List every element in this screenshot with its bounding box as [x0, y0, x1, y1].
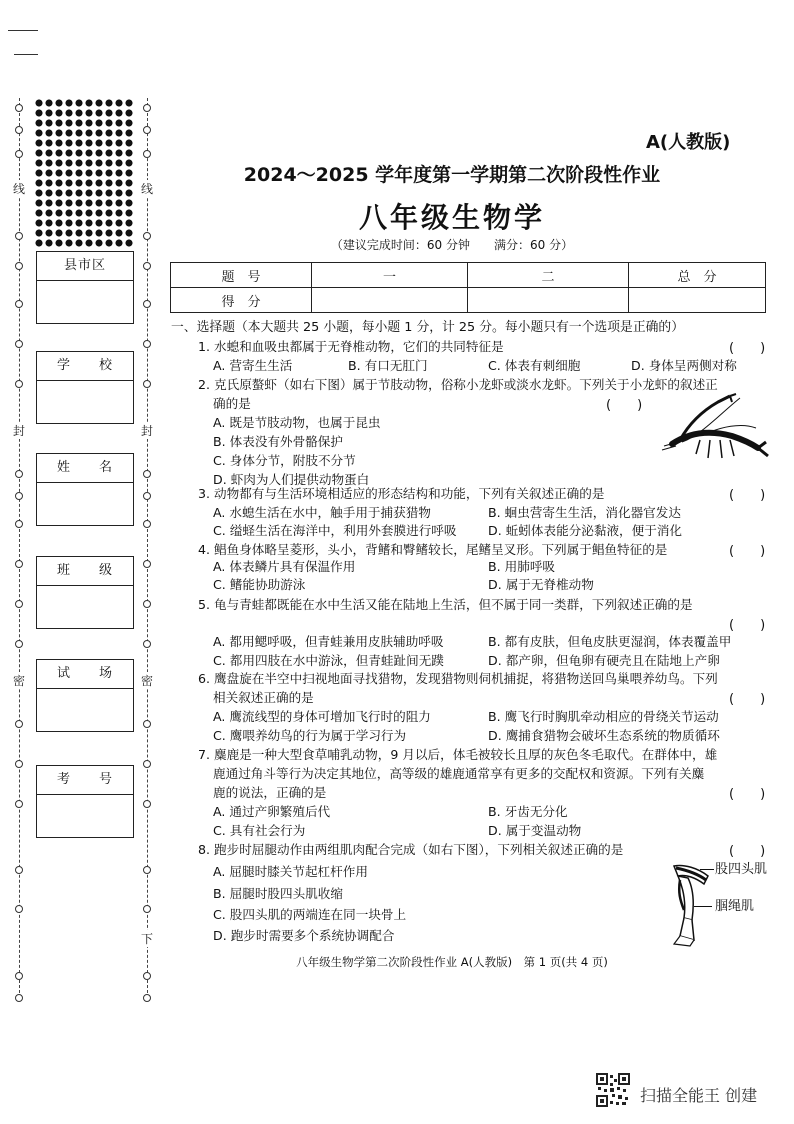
- answer-blank[interactable]: ( ): [729, 488, 766, 503]
- option[interactable]: C. 身体分节，附肢不分节: [213, 453, 356, 468]
- binding-dot: [143, 600, 151, 608]
- option[interactable]: C. 体表有刺细胞: [488, 358, 581, 373]
- binding-dot: [15, 470, 23, 478]
- question-stem: 8. 跑步时屈腿动作由两组肌肉配合完成（如右下图），下列相关叙述正确的是: [198, 842, 624, 857]
- field-school: [36, 351, 134, 424]
- score-cell-1[interactable]: [312, 288, 468, 313]
- page-footer: 八年级生物学第二次阶段性作业 A(人教版) 第 1 页(共 4 页): [296, 955, 608, 969]
- question-stem: 4. 鲳鱼身体略呈菱形，头小，背鳍和臀鳍较长，尾鳍呈叉形。下列属于鲳鱼特征的是: [198, 542, 668, 557]
- binding-dot: [15, 905, 23, 913]
- corner-mark: [8, 30, 38, 31]
- option[interactable]: B. 牙齿无分化: [488, 804, 568, 819]
- scanner-watermark: 扫描全能王 创建: [640, 1086, 758, 1105]
- score-row-label: 得 分: [171, 288, 312, 313]
- score-header-cell: 二: [468, 263, 629, 288]
- option[interactable]: A. 都用鳃呼吸，但青蛙兼用皮肤辅助呼吸: [213, 634, 444, 649]
- field-label: 试 场: [37, 660, 133, 689]
- option[interactable]: A. 体表鳞片具有保温作用: [213, 559, 356, 574]
- answer-blank[interactable]: ( ): [606, 398, 643, 413]
- option[interactable]: D. 鹰捕食猎物会破坏生态系统的物质循环: [488, 728, 720, 743]
- seal-mark-seal: 封: [141, 424, 154, 438]
- binding-dot: [15, 560, 23, 568]
- option[interactable]: A. 既是节肢动物，也属于昆虫: [213, 415, 381, 430]
- exam-room-input-area[interactable]: [37, 689, 133, 731]
- field-label: 县市区: [37, 252, 133, 281]
- binding-dot: [143, 470, 151, 478]
- county-input-area[interactable]: [37, 281, 133, 323]
- score-value-row: [171, 288, 766, 313]
- question-stem: 6. 鹰盘旋在半空中扫视地面寻找猎物，发现猎物则伺机捕捉，将猎物送回鸟巢喂养幼鸟。下列: [198, 671, 718, 686]
- binding-dot: [143, 380, 151, 388]
- binding-dot: [15, 520, 23, 528]
- option[interactable]: D. 都产卵，但龟卵有硬壳且在陆地上产卵: [488, 653, 720, 668]
- score-header-cell: 总 分: [629, 263, 766, 288]
- leg-muscle-figure: [664, 860, 714, 950]
- crayfish-figure: [660, 392, 772, 474]
- seal-mark-line: 线: [141, 182, 154, 196]
- answer-blank[interactable]: ( ): [729, 544, 766, 559]
- binding-dot: [143, 905, 151, 913]
- option[interactable]: D. 属于无脊椎动物: [488, 577, 594, 592]
- binding-dot: [143, 640, 151, 648]
- binding-dot: [15, 800, 23, 808]
- binding-dot: [15, 760, 23, 768]
- option[interactable]: A. 营寄生生活: [213, 358, 293, 373]
- quadriceps-label: 股四头肌: [715, 862, 768, 877]
- binding-dot: [143, 262, 151, 270]
- question-stem: 7. 麋鹿是一种大型食草哺乳动物，9 月以后，体毛被较长且厚的灰色冬毛取代。在群体中，雄: [198, 747, 718, 762]
- binding-dot: [15, 262, 23, 270]
- option[interactable]: B. 用肺呼吸: [488, 559, 556, 574]
- option[interactable]: B. 体表没有外骨骼保护: [213, 434, 343, 449]
- option[interactable]: C. 具有社会行为: [213, 823, 306, 838]
- binding-dot: [15, 492, 23, 500]
- option[interactable]: B. 都有皮肤，但龟皮肤更湿润，体表覆盖甲: [488, 634, 732, 649]
- binding-dot: [15, 380, 23, 388]
- seal-mark-seal: 封: [13, 424, 26, 438]
- score-header-cell: 一: [312, 263, 468, 288]
- binding-dot: [143, 300, 151, 308]
- option[interactable]: C. 鳍能协助游泳: [213, 577, 306, 592]
- option[interactable]: B. 蛔虫营寄生生活，消化器官发达: [488, 505, 681, 520]
- label-leader: [694, 906, 712, 907]
- question-stem: 3. 动物都有与生活环境相适应的形态结构和功能，下列有关叙述正确的是: [198, 486, 605, 501]
- binding-dot: [15, 126, 23, 134]
- field-label: 学 校: [37, 352, 133, 381]
- binding-dot: [143, 972, 151, 980]
- binding-dot: [15, 866, 23, 874]
- answer-blank[interactable]: ( ): [729, 787, 766, 802]
- score-cell-total[interactable]: [629, 288, 766, 313]
- binding-dot: [143, 340, 151, 348]
- seal-mark-line: 线: [13, 182, 26, 196]
- section-heading: 一、选择题（本大题共 25 小题，每小题 1 分，计 25 分。每小题只有一个选项是正确的）: [171, 320, 685, 335]
- option[interactable]: B. 有口无肛门: [348, 358, 428, 373]
- binding-dot: [15, 300, 23, 308]
- field-label: 考 号: [37, 766, 133, 795]
- exam-title: 2024～2025 学年度第一学期第二次阶段性作业: [243, 164, 661, 186]
- seal-mark-secret: 密: [13, 674, 26, 688]
- field-name: [36, 453, 134, 526]
- field-label: 姓 名: [37, 454, 133, 483]
- binding-dot: [143, 720, 151, 728]
- answer-blank[interactable]: ( ): [729, 692, 766, 707]
- binding-dot: [15, 600, 23, 608]
- seal-mark-below: 下: [141, 932, 154, 946]
- answer-blank[interactable]: ( ): [729, 618, 766, 633]
- option[interactable]: D. 虾肉为人们提供动物蛋白: [213, 472, 370, 487]
- answer-blank[interactable]: ( ): [729, 341, 766, 356]
- edition-label: A(人教版): [646, 132, 731, 153]
- question-stem: 5. 龟与青蛙都既能在水中生活又能在陆地上生活，但不属于同一类群，下列叙述正确的是: [198, 597, 693, 612]
- option[interactable]: D. 跑步时需要多个系统协调配合: [213, 928, 395, 943]
- option[interactable]: C. 都用四肢在水中游泳，但青蛙趾间无蹼: [213, 653, 444, 668]
- field-county: [36, 251, 134, 324]
- binding-dot: [15, 720, 23, 728]
- question-stem: 鹿的说法，正确的是: [213, 785, 327, 800]
- option[interactable]: A. 水螅生活在水中，触手用于捕获猎物: [213, 505, 431, 520]
- hamstring-label: 腘绳肌: [715, 899, 755, 914]
- binding-dot: [15, 104, 23, 112]
- subject-title: 八年级生物学: [358, 201, 545, 234]
- binding-dot: [143, 104, 151, 112]
- class-input-area[interactable]: [37, 586, 133, 628]
- seal-mark-secret: 密: [141, 674, 154, 688]
- field-exam-number: [36, 765, 134, 838]
- option[interactable]: C. 鹰喂养幼鸟的行为属于学习行为: [213, 728, 407, 743]
- binding-dot: [15, 150, 23, 158]
- option[interactable]: A. 鹰流线型的身体可增加飞行时的阻力: [213, 709, 431, 724]
- binding-dot: [143, 800, 151, 808]
- question-stem: 确的是: [213, 396, 251, 411]
- binding-dot: [143, 150, 151, 158]
- score-header-row: [171, 263, 766, 288]
- score-cell-2[interactable]: [468, 288, 629, 313]
- binding-dot: [15, 640, 23, 648]
- binding-dot: [143, 866, 151, 874]
- binding-dot: [143, 126, 151, 134]
- question-stem: 1. 水螅和血吸虫都属于无脊椎动物，它们的共同特征是: [198, 339, 504, 354]
- field-label: 班 级: [37, 557, 133, 586]
- field-class: [36, 556, 134, 629]
- field-exam-room: [36, 659, 134, 732]
- question-stem: 鹿通过角斗等行为决定其地位，高等级的雄鹿通常享有更多的交配权和资源。下列有关麋: [213, 766, 705, 781]
- binding-dot: [143, 994, 151, 1002]
- school-input-area[interactable]: [37, 381, 133, 423]
- binding-dot: [143, 560, 151, 568]
- question-stem: 2. 克氏原螯虾（如右下图）属于节肢动物，俗称小龙虾或淡水龙虾。下列关于小龙虾的叙述正: [198, 377, 718, 392]
- name-input-area[interactable]: [37, 483, 133, 525]
- option[interactable]: C. 股四头肌的两端连在同一块骨上: [213, 907, 407, 922]
- score-table: [170, 262, 766, 313]
- option[interactable]: D. 属于变温动物: [488, 823, 582, 838]
- time-info: （建议完成时间：60 分钟 满分：60 分）: [330, 238, 574, 252]
- exam-number-input-area[interactable]: [37, 795, 133, 837]
- option[interactable]: C. 缢蛏生活在海洋中，利用外套膜进行呼吸: [213, 523, 457, 538]
- answer-blank[interactable]: ( ): [729, 844, 766, 859]
- label-leader: [700, 869, 714, 870]
- option[interactable]: B. 屈腿时股四头肌收缩: [213, 886, 343, 901]
- option[interactable]: D. 身体呈两侧对称: [631, 358, 737, 373]
- binding-dot: [15, 972, 23, 980]
- corner-mark: [14, 54, 38, 55]
- score-header-cell: 题 号: [171, 263, 312, 288]
- option[interactable]: B. 鹰飞行时胸肌牵动相应的骨绕关节运动: [488, 709, 719, 724]
- binding-dot: [143, 760, 151, 768]
- question-stem: 相关叙述正确的是: [213, 690, 314, 705]
- option[interactable]: D. 蚯蚓体表能分泌黏液，便于消化: [488, 523, 683, 538]
- binding-dot: [143, 520, 151, 528]
- option[interactable]: A. 通过产卵繁殖后代: [213, 804, 331, 819]
- qr-code-icon: [596, 1073, 630, 1107]
- option[interactable]: A. 屈腿时膝关节起杠杆作用: [213, 864, 368, 879]
- binding-dot: [15, 340, 23, 348]
- binding-dot: [15, 994, 23, 1002]
- binding-dot: [143, 492, 151, 500]
